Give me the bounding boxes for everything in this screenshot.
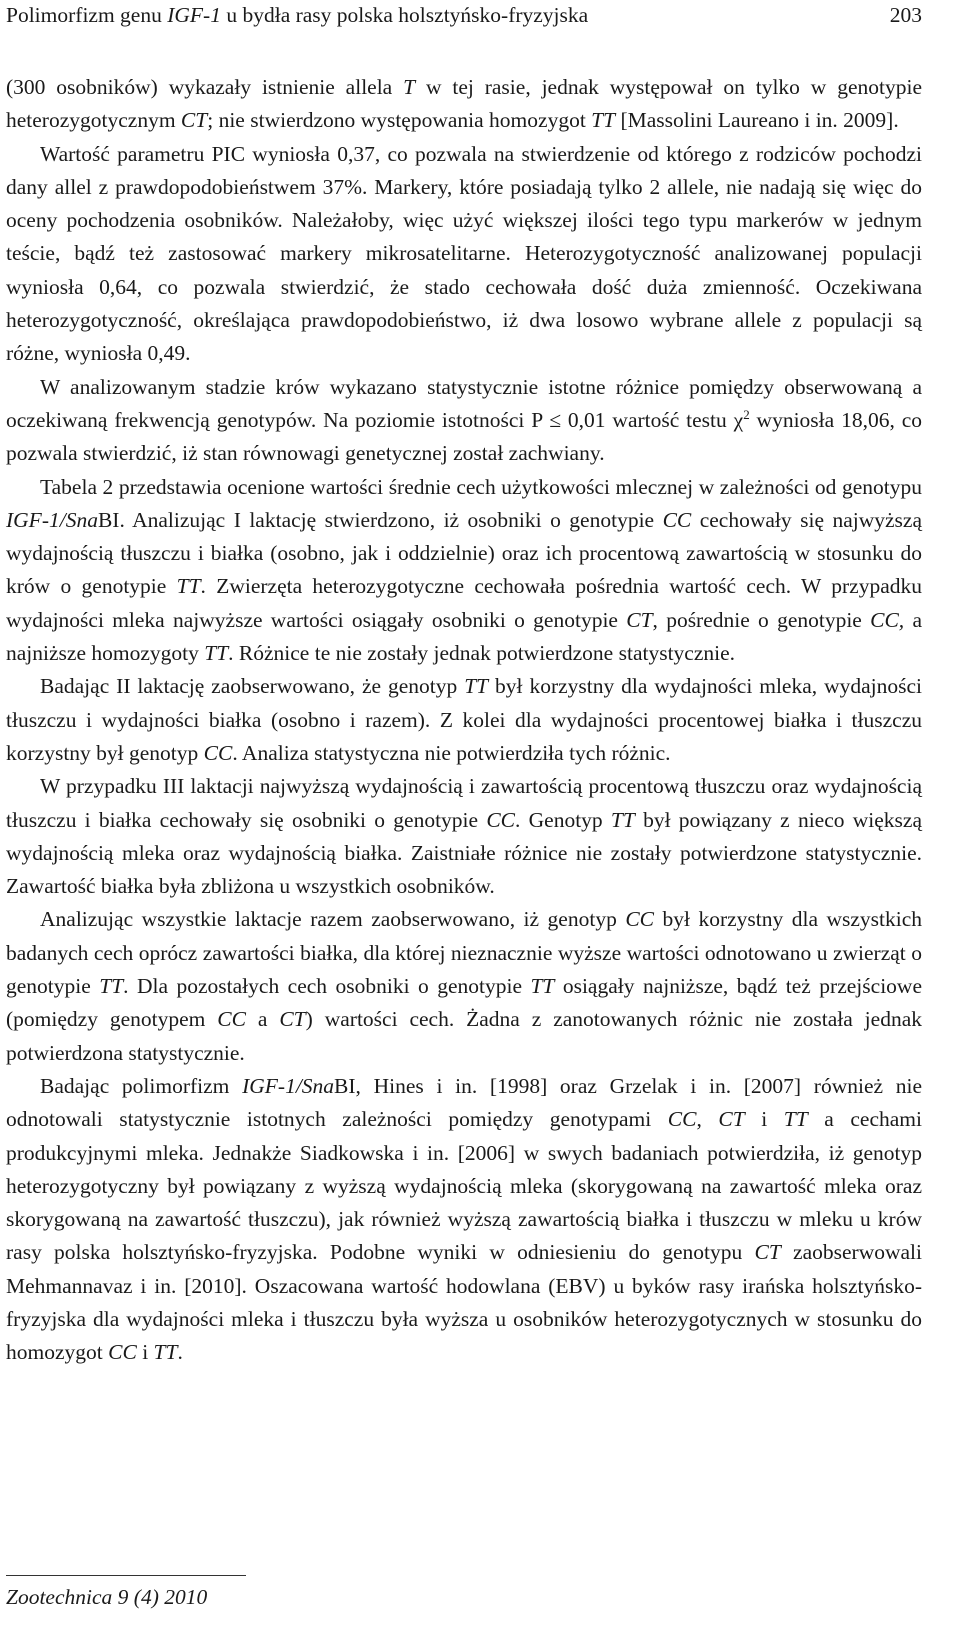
- paragraph: Badając II laktację zaobserwowano, że genotyp TT był korzystny dla wydajności mleka, wydajności tłuszczu i wydajności białka (osobno i razem). Z kolei dla wydajności procentowej białka i tłuszczu korzystny był genotyp CC. Analiza statystyczna nie potwierdziła tych różnic.: [6, 674, 922, 765]
- body-text: [6, 71, 922, 1370]
- paragraph: W przypadku III laktacji najwyższą wydajnością i zawartością procentową tłuszczu oraz wydajnością tłuszczu i białka cechowały się osobniki o genotypie CC. Genotyp TT był powiązany z nieco większą wydajnością mleka oraz wydajnością białka. Zaistniałe różnice nie zostały potwierdzone statystycznie. Zawartość białka była zbliżona u wszystkich osobników.: [6, 774, 922, 899]
- running-header: [6, 0, 922, 30]
- paragraph: Analizując wszystkie laktacje razem zaobserwowano, iż genotyp CC był korzystny dla wszystkich badanych cech oprócz zawartości białka, dla której nieznacznie wyższe wartości odnotowano u zwierząt o genotypie TT. Dla pozostałych cech osobniki o genotypie TT osiągały najniższe, bądź też przejściowe (pomiędzy genotypem CC a CT) wartości cech. Żadna z zanotowanych różnic nie została jednak potwierdzona statystycznie.: [6, 907, 923, 1065]
- title-gene: IGF-1: [167, 3, 221, 27]
- running-title: [6, 0, 588, 30]
- journal-footer: Zootechnica 9 (4) 2010: [6, 1585, 208, 1609]
- title-text: u bydła rasy polska holsztyńsko-fryzyjska: [220, 3, 589, 27]
- paragraph: Badając polimorfizm IGF-1/SnaBI, Hines i in. [1998] oraz Grzelak i in. [2007] również nie odnotowali statystycznie istotnych zależności pomiędzy genotypami CC, CT i TT a cechami produkcyjnymi mleka. Jednakże Siadkowska i in. [2006] w swych badaniach potwierdziła, iż genotyp heterozygotyczny był powiązany z wyższą wydajnością mleka (skorygowaną na zawartość mleka oraz skorygowaną na zawartość tłuszczu), jak również wyższą zawartością białka i tłuszczu w mleku u krów rasy polska holsztyńsko-fryzyjska. Podobne wyniki w odniesieniu do genotypu CT zaobserwowali Mehmannavaz i in. [2010]. Oszacowana wartość hodowlana (EBV) u byków rasy irańska holsztyńsko-fryzyjska dla wydajności mleka i tłuszczu była wyższa u osobników heterozygotycznych w stosunku do homozygot CC i TT.: [6, 1073, 922, 1365]
- footer-divider: [6, 1575, 246, 1576]
- page-number: 203: [889, 3, 922, 27]
- paragraph: Wartość parametru PIC wyniosła 0,37, co pozwala na stwierdzenie od którego z rodziców pochodzi dany allel z prawdopodobieństwem 37%. Markery, które posiadają tylko 2 allele, nie nadają się więc do oceny pochodzenia osobników. Należałoby, więc użyć większej ilości tego typu markerów w jednym teście, bądź też zastosować markery mikrosatelitarne. Heterozygotyczność analizowanej populacji wyniosła 0,64, co pozwala stwierdzić, że stado cechowała dość duża zmienność. Oczekiwana heterozygotyczność, określająca prawdopodobieństwo, iż dwa losowo wybrane allele z populacji są różne, wyniosła 0,49.: [6, 141, 922, 366]
- paragraph: (300 osobników) wykazały istnienie allela T w tej rasie, jednak występował on tylko w genotypie heterozygotycznym CT; nie stwierdzono występowania homozygot TT [Massolini Laureano i in. 2009].: [6, 75, 922, 133]
- title-text: Polimorfizm genu: [6, 3, 168, 27]
- paragraph: W analizowanym stadzie krów wykazano statystycznie istotne różnice pomiędzy obserwowaną a oczekiwaną frekwencją genotypów. Na poziomie istotności P ≤ 0,01 wartość testu $\chi^2$ wyniosła 18,06, co pozwala stwierdzić, iż stan równowagi genetycznej został zachwiany.: [6, 374, 922, 466]
- paragraph: Tabela 2 przedstawia ocenione wartości średnie cech użytkowości mlecznej w zależności od genotypu IGF-1/SnaBI. Analizując I laktację stwierdzono, iż osobniki o genotypie CC cechowały się najwyższą wydajnością tłuszczu i białka (osobno, jak i oddzielnie) oraz ich procentową zawartością w stosunku do krów o genotypie TT. Zwierzęta heterozygotyczne cechowała pośrednia wartość cech. W przypadku wydajności mleka najwyższe wartości osiągały osobniki o genotypie CT, pośrednie o genotypie CC, a najniższe homozygoty TT. Różnice te nie zostały jednak potwierdzone statystycznie.: [6, 474, 922, 666]
